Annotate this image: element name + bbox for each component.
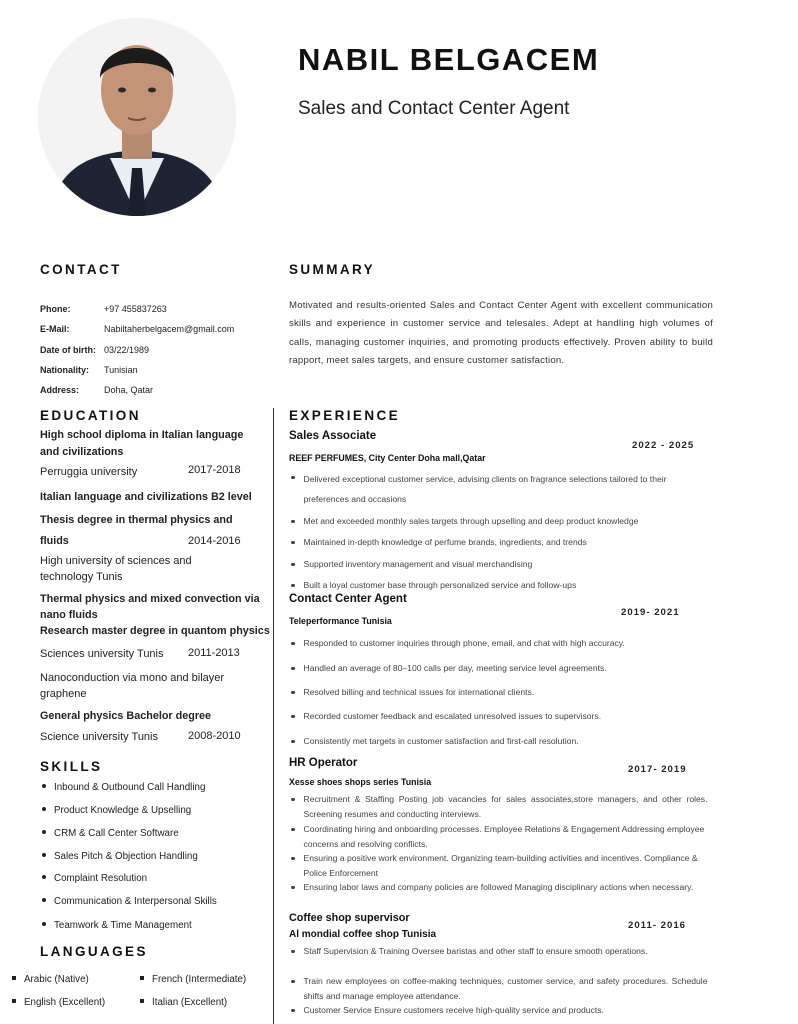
job-bullet-text: Recorded customer feedback and escalated unresolved issues to supervisors. [303, 711, 602, 721]
job-bullet-text: Maintained in-depth knowledge of perfume brands, ingredients, and trends [303, 537, 587, 547]
bullet-icon [42, 875, 46, 879]
job-bullet [291, 851, 715, 880]
job-title-entry: Contact Center Agent [289, 593, 407, 605]
summary-text: Motivated and results-oriented Sales and Contact Center Agent with excellent communication skills and experience in customer service and telesales. Adept at handling high volumes of calls, managing customer inquiries, and promoting products effectively. Proven ability to build rapport, meet sales targets, and ensure customer satisfaction. [289, 300, 713, 366]
education-title: Research master degree in quantom physics [40, 625, 270, 637]
education-title: Thesis degree in thermal physics and [40, 514, 233, 526]
bullet-icon [12, 976, 16, 980]
contact-address [40, 385, 153, 395]
job-bullet [291, 708, 715, 725]
education-thesis: graphene [40, 688, 87, 700]
contact-value: +97 455837263 [104, 304, 167, 314]
education-thesis: nano fluids [40, 609, 98, 621]
job-bullet [291, 944, 715, 959]
job-title-entry: Sales Associate [289, 430, 377, 442]
job-title: Sales and Contact Center Agent [298, 98, 570, 119]
education-school: Perruggia university [40, 466, 138, 478]
bullet-icon [12, 999, 16, 1003]
education-title: Italian language and civilizations B2 level [40, 491, 252, 503]
bullet-icon [291, 667, 295, 671]
skills-heading: SKILLS [40, 759, 103, 774]
job-company: Xesse shoes shops series Tunisia [289, 777, 432, 787]
bullet-icon [42, 853, 46, 857]
education-school: Science university Tunis [40, 731, 158, 743]
summary-heading: SUMMARY [289, 262, 376, 277]
profile-photo-illustration [38, 18, 236, 216]
education-thesis: Thermal physics and mixed convection via [40, 593, 260, 605]
job-bullet-text: Consistently met targets in customer satisfaction and first-call resolution. [303, 736, 579, 746]
candidate-name: NABIL BELGACEM [298, 42, 600, 77]
skill-item [42, 896, 217, 907]
job-bullet-text: Supported inventory management and visual merchandising [303, 559, 533, 569]
education-title: and civilizations [40, 446, 124, 458]
job-bullet-text: Ensuring a positive work environment. Organizing team-building activities and incentives. Compliance & Police Enforcement [303, 853, 698, 878]
bullet-icon [291, 520, 295, 524]
job-bullet-text: Resolved billing and technical issues for international clients. [303, 687, 535, 697]
bullet-icon [291, 563, 295, 567]
bullet-icon [291, 476, 295, 480]
job-bullet [291, 513, 715, 530]
job-bullet-text: Handled an average of 80–100 calls per day, meeting service level agreements. [303, 663, 607, 673]
contact-label: Phone: [40, 304, 71, 314]
job-bullet [291, 733, 715, 750]
job-bullet-text: Customer Service Ensure customers receive high-quality service and products. [303, 1005, 604, 1015]
bullet-icon [291, 886, 295, 890]
skill-item [42, 805, 191, 816]
bullet-icon [42, 830, 46, 834]
education-school: High university of sciences and [40, 555, 192, 567]
education-title: General physics Bachelor degree [40, 710, 212, 722]
skill-label: Inbound & Outbound Call Handling [54, 782, 206, 793]
job-bullet [291, 469, 715, 509]
contact-value: Doha, Qatar [104, 385, 154, 395]
contact-heading: CONTACT [40, 262, 122, 277]
job-period: 2011- 2016 [628, 920, 687, 931]
language-label: English (Excellent) [24, 997, 106, 1008]
job-bullet [291, 660, 715, 677]
education-title: High school diploma in Italian language [40, 429, 244, 441]
profile-photo [38, 18, 236, 216]
job-bullet [291, 635, 715, 652]
job-bullet-text: Met and exceeded monthly sales targets through upselling and deep product knowledge [303, 516, 639, 526]
education-heading: EDUCATION [40, 408, 141, 423]
education-years: 2011-2013 [188, 647, 240, 659]
skill-item [42, 828, 179, 839]
education-school: technology Tunis [40, 571, 123, 583]
job-bullet-text: Built a loyal customer base through personalized service and follow-ups [303, 580, 577, 590]
language-label: Arabic (Native) [24, 974, 89, 985]
contact-label: Date of birth: [40, 345, 96, 355]
language-item [140, 997, 227, 1008]
contact-value: 03/22/1989 [104, 345, 150, 355]
skill-label: Product Knowledge & Upselling [54, 805, 192, 816]
bullet-icon [140, 976, 144, 980]
bullet-icon [291, 798, 295, 802]
job-bullet-text: Train new employees on coffee-making techniques, customer service, and safety procedures. Schedule shifts and manage employee attendance. [303, 976, 708, 1001]
bullet-icon [291, 642, 295, 646]
contact-phone [40, 304, 167, 314]
bullet-icon [42, 784, 46, 788]
languages-heading: LANGUAGES [40, 944, 148, 959]
language-label: Italian (Excellent) [152, 997, 228, 1008]
bullet-icon [291, 691, 295, 695]
contact-email [40, 324, 234, 334]
bullet-icon [291, 980, 295, 984]
job-bullet [291, 534, 715, 551]
job-company: Al mondial coffee shop Tunisia [289, 929, 437, 940]
bullet-icon [291, 950, 295, 954]
bullet-icon [291, 715, 295, 719]
job-bullet [291, 974, 715, 1003]
job-bullet [291, 822, 715, 851]
education-years: 2017-2018 [188, 464, 241, 476]
language-item [140, 974, 246, 985]
language-label: French (Intermediate) [152, 974, 247, 985]
job-bullet-text: Staff Supervision & Training Oversee baristas and other staff to ensure smooth operations. [303, 946, 648, 956]
job-bullet-text: Responded to customer inquiries through phone, email, and chat with high accuracy. [303, 638, 625, 648]
job-bullet-text: Coordinating hiring and onboarding processes. Employee Relations & Engagement Addressing employee concerns and resolving conflicts. [303, 824, 705, 849]
experience-heading: EXPERIENCE [289, 408, 401, 423]
job-period: 2019- 2021 [621, 607, 680, 618]
education-school: Sciences university Tunis [40, 648, 164, 660]
bullet-icon [291, 541, 295, 545]
skill-label: Teamwork & Time Management [54, 920, 192, 931]
job-bullet [291, 684, 715, 701]
job-period: 2017- 2019 [628, 764, 687, 775]
contact-label: Nationality: [40, 365, 90, 375]
job-bullet [291, 792, 715, 821]
job-bullet [291, 577, 715, 594]
job-title-entry: Coffee shop supervisor [289, 912, 410, 924]
job-company: REEF PERFUMES, City Center Doha mall,Qatar [289, 453, 486, 463]
language-item [12, 974, 89, 985]
bullet-icon [291, 584, 295, 588]
skill-item [42, 873, 147, 884]
job-bullet [291, 556, 715, 573]
job-company: Teleperformance Tunisia [289, 616, 392, 626]
contact-label: Address: [40, 385, 80, 395]
education-title: fluids [40, 535, 69, 547]
education-years: 2014-2016 [188, 535, 241, 547]
job-title-entry: HR Operator [289, 757, 358, 769]
skill-label: Communication & Interpersonal Skills [54, 896, 217, 907]
contact-label: E-Mail: [40, 324, 70, 334]
bullet-icon [42, 898, 46, 902]
bullet-icon [140, 999, 144, 1003]
job-bullet-text: Recruitment & Staffing Posting job vacancies for sales associates,store managers, and other roles. Screening resumes and conducting interviews. [303, 794, 708, 819]
job-bullet-text: Delivered exceptional customer service, advising clients on fragrance selections tailored to their preferences and occasions [303, 474, 667, 504]
skill-label: Sales Pitch & Objection Handling [54, 851, 198, 862]
education-thesis: Nanoconduction via mono and bilayer [40, 672, 225, 684]
bullet-icon [291, 1009, 295, 1013]
bullet-icon [42, 922, 46, 926]
skill-item [42, 851, 198, 862]
job-bullet [291, 880, 715, 895]
bullet-icon [42, 807, 46, 811]
bullet-icon [291, 740, 295, 744]
job-bullet [291, 1003, 715, 1018]
job-period: 2022 - 2025 [632, 440, 695, 451]
skill-item [42, 782, 205, 793]
bullet-icon [291, 828, 295, 832]
language-item [12, 997, 105, 1008]
skill-label: CRM & Call Center Software [54, 828, 179, 839]
contact-value: Nabiltaherbelgacem@gmail.com [104, 324, 235, 334]
column-divider [273, 408, 274, 1024]
contact-nationality [40, 365, 138, 375]
contact-birthdate [40, 345, 149, 355]
bullet-icon [291, 857, 295, 861]
contact-value: Tunisian [104, 365, 138, 375]
education-years: 2008-2010 [188, 730, 241, 742]
job-bullet-text: Ensuring labor laws and company policies are followed Managing disciplinary actions when necessary. [303, 882, 694, 892]
skill-label: Complaint Resolution [54, 873, 148, 884]
skill-item [42, 920, 192, 931]
